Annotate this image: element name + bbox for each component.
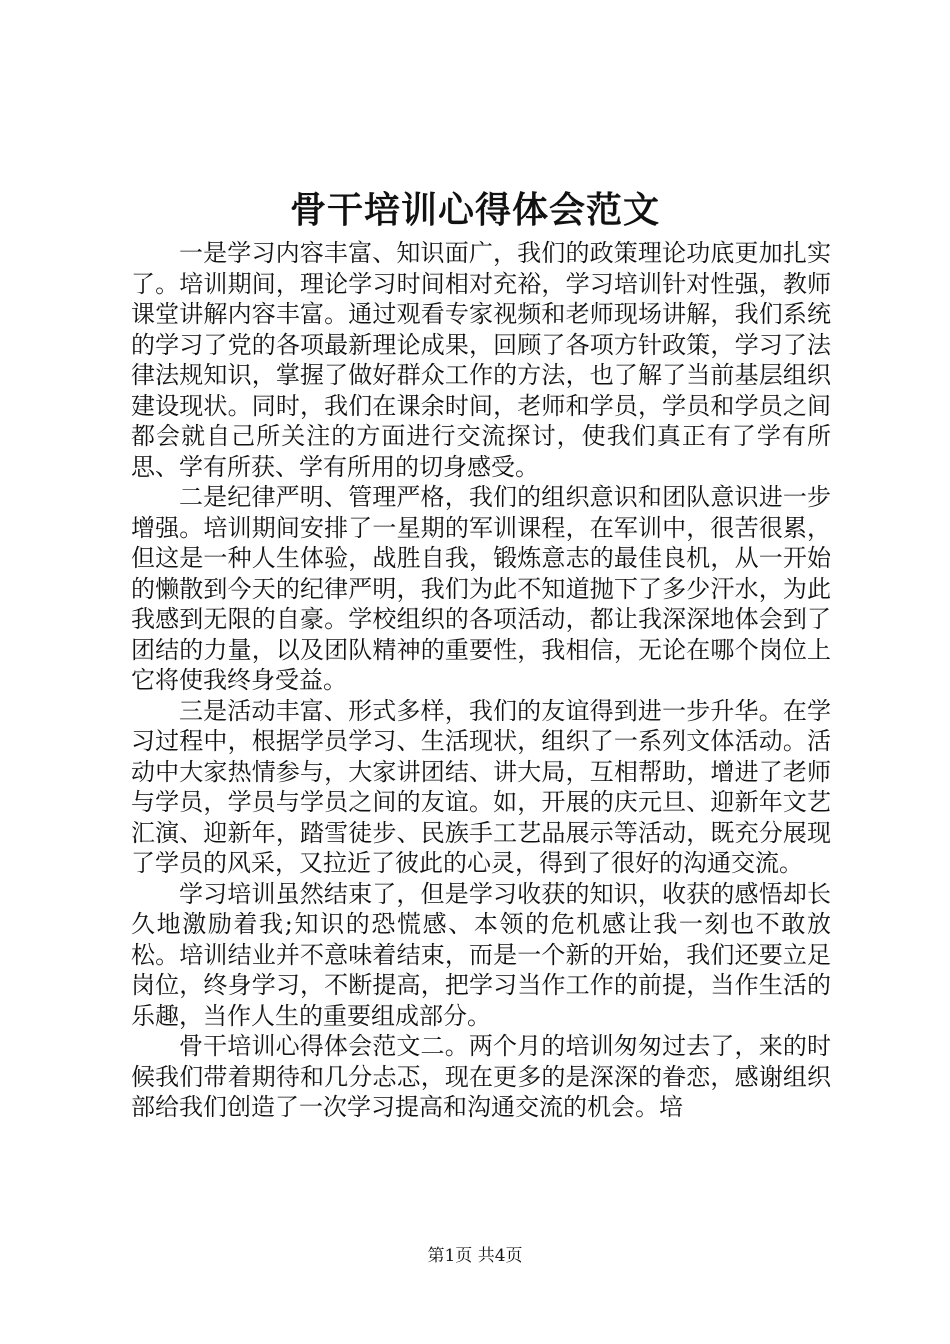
- document-title: 骨干培训心得体会范文: [289, 189, 660, 231]
- paragraph: 二是纪律严明、管理严格，我们的组织意识和团队意识进一步增强。培训期间安排了一星期的军训课程，在军训中，很苦很累，但这是一种人生体验，战胜自我，锻炼意志的最佳良机，从一开始的懒散到今天的纪律严明，我们为此不知道抛下了多少汗水，为此我感到无限的自豪。学校组织的各项活动，都让我深深地体会到了团结的力量，以及团队精神的重要性，我相信，无论在哪个岗位上它将使我终身受益。: [131, 483, 831, 694]
- paragraph: 学习培训虽然结束了，但是学习收获的知识，收获的感悟却长久地激励着我;知识的恐慌感、本领的危机感让我一刻也不敢放松。培训结业并不意味着结束，而是一个新的开始，我们还要立足岗位，终身学习，不断提高，把学习当作工作的前提，当作生活的乐趣，当作人生的重要组成部分。: [131, 879, 831, 1030]
- page-number-footer: 第1页 共4页: [427, 1246, 523, 1266]
- paragraph: 骨干培训心得体会范文二。两个月的培训匆匆过去了，来的时候我们带着期待和几分忐忑，现在更多的是深深的眷恋，感谢组织部给我们创造了一次学习提高和沟通交流的机会。培: [131, 1032, 831, 1121]
- document-body: [131, 238, 831, 1123]
- paragraph: 一是学习内容丰富、知识面广，我们的政策理论功底更加扎实了。培训期间，理论学习时间相对充裕，学习培训针对性强，教师课堂讲解内容丰富。通过观看专家视频和老师现场讲解，我们系统的学习了党的各项最新理论成果，回顾了各项方针政策，学习了法律法规知识，掌握了做好群众工作的方法，也了解了当前基层组织建设现状。同时，我们在课余时间，老师和学员，学员和学员之间都会就自己所关注的方面进行交流探讨，使我们真正有了学有所思、学有所获、学有所用的切身感受。: [131, 239, 831, 481]
- paragraph: 三是活动丰富、形式多样，我们的友谊得到进一步升华。在学习过程中，根据学员学习、生活现状，组织了一系列文体活动。活动中大家热情参与，大家讲团结、讲大局，互相帮助，增进了老师与学员，学员与学员之间的友谊。如，开展的庆元旦、迎新年文艺汇演、迎新年，踏雪徒步、民族手工艺品展示等活动，既充分展现了学员的风采，又拉近了彼此的心灵，得到了很好的沟通交流。: [131, 696, 831, 877]
